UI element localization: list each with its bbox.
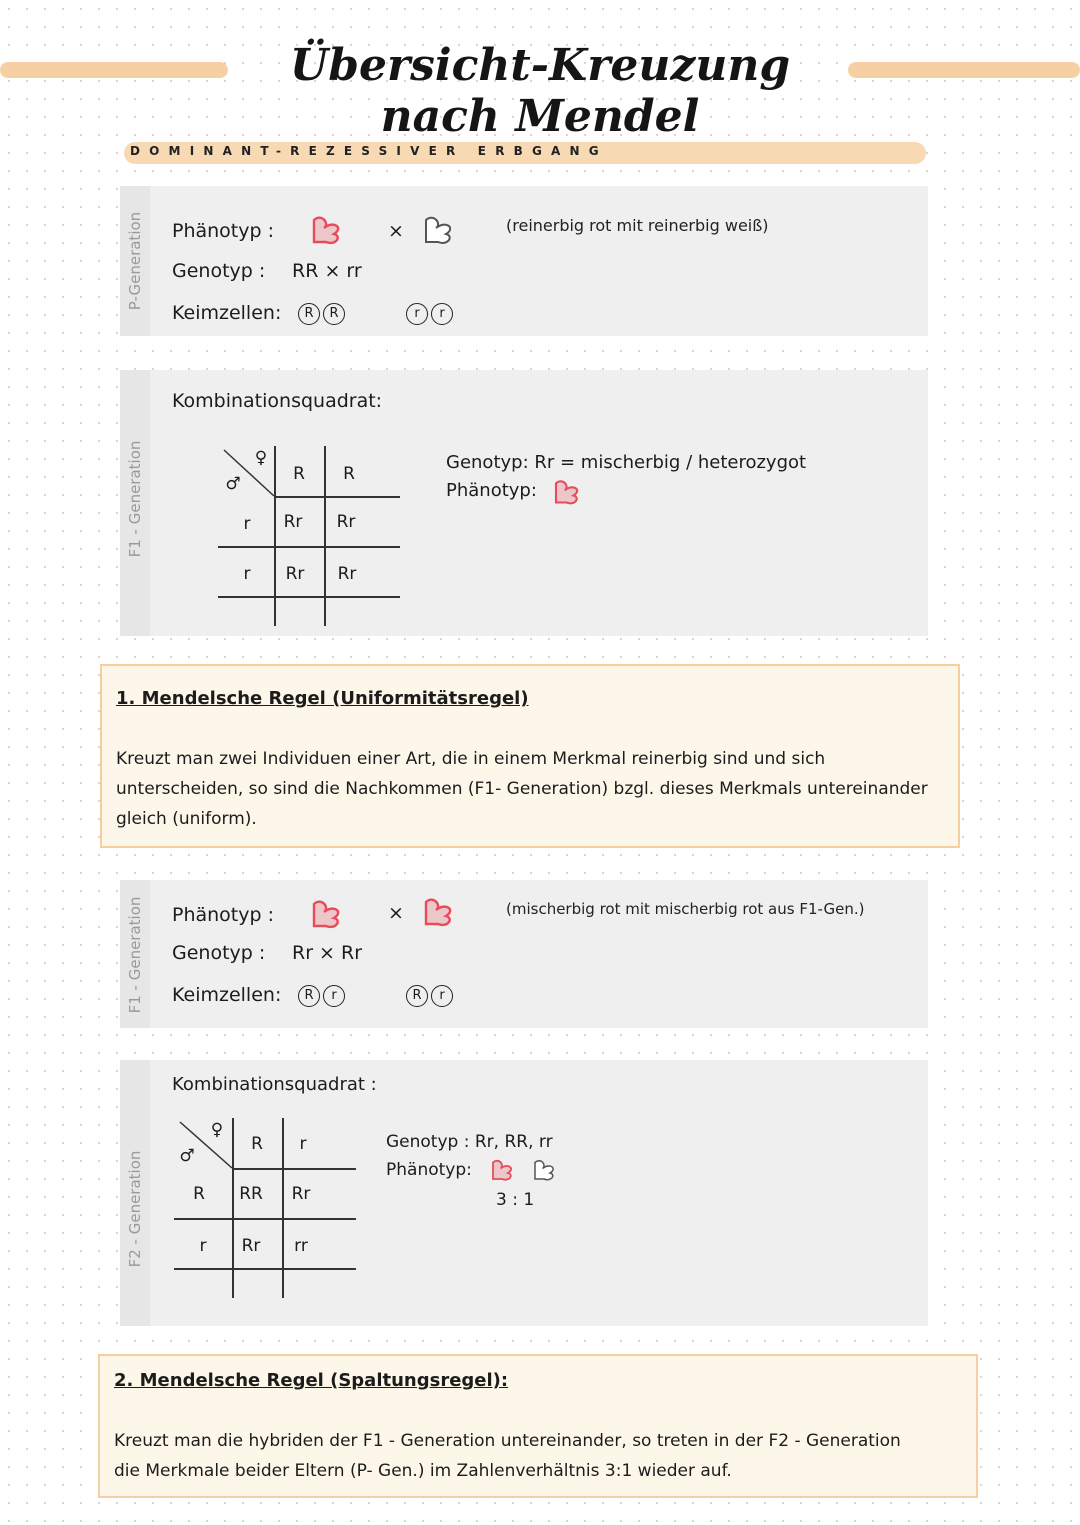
genotype-label: Genotyp : <box>172 942 266 964</box>
gametes-parent2 <box>406 302 456 325</box>
square-cell: RR <box>239 1184 263 1204</box>
genotype-value: Rr × Rr <box>292 942 363 964</box>
row-header: r <box>243 514 251 534</box>
gamete: r <box>431 303 453 325</box>
combination-square-title: Kombinationsquadrat: <box>172 390 383 412</box>
gametes-parent1 <box>298 984 348 1007</box>
cross-sign: × <box>388 902 404 924</box>
gamete: R <box>406 985 428 1007</box>
f1-phenotype-label: Phänotyp: <box>446 480 537 501</box>
cross-note: (mischerbig rot mit mischerbig rot aus F1-Gen.) <box>506 900 865 918</box>
rule2-text <box>114 1426 972 1486</box>
row-header: R <box>193 1184 205 1204</box>
gamete: R <box>323 303 345 325</box>
gamete: r <box>323 985 345 1007</box>
f1-generation-label: F1 - Generation <box>126 440 144 558</box>
gamete: R <box>298 985 320 1007</box>
square-cell: Rr <box>283 512 303 532</box>
gamete: r <box>431 985 453 1007</box>
gametes-parent2 <box>406 984 456 1007</box>
square-cell: rr <box>294 1236 308 1256</box>
f1-cross-label: F1 - Generation <box>126 896 144 1014</box>
page-subtitle: DOMINANT-REZESSIVER ERBGANG <box>130 144 608 158</box>
page-title: Übersicht-Kreuzung nach Mendel <box>289 40 791 142</box>
column-header: r <box>299 1134 307 1154</box>
white-flower-icon <box>530 1158 564 1182</box>
red-flower-icon <box>308 898 352 930</box>
f2-phenotype-label: Phänotyp: <box>386 1160 472 1180</box>
red-flower-icon <box>308 214 352 246</box>
title-bar-right <box>848 62 1080 78</box>
column-header: R <box>293 464 305 484</box>
title-bar-left <box>0 62 228 78</box>
column-header: R <box>251 1134 263 1154</box>
rule1-heading: 1. Mendelsche Regel (Uniformitätsregel) <box>116 688 529 709</box>
red-flower-icon <box>550 478 590 506</box>
rule2-line: die Merkmale beider Eltern (P- Gen.) im Zahlenverhältnis 3:1 wieder auf. <box>114 1461 732 1481</box>
row-header: r <box>243 564 251 584</box>
square-cell: Rr <box>285 564 305 584</box>
square-cell: Rr <box>337 564 357 584</box>
cross-note: (reinerbig rot mit reinerbig weiß) <box>506 216 769 235</box>
rule2-heading: 2. Mendelsche Regel (Spaltungsregel): <box>114 1370 509 1391</box>
male-symbol: ♂ <box>179 1146 195 1166</box>
f2-generation-label: F2 - Generation <box>126 1150 144 1268</box>
column-header: R <box>343 464 355 484</box>
genotype-value: RR × rr <box>292 260 362 282</box>
rule1-text <box>116 744 952 834</box>
combination-square-title: Kombinationsquadrat : <box>172 1074 377 1095</box>
male-symbol: ♂ <box>225 474 241 494</box>
rule1-line: Kreuzt man zwei Individuen einer Art, die in einem Merkmal reinerbig sind und sich <box>116 749 826 769</box>
phenotype-label: Phänotyp : <box>172 220 275 242</box>
red-flower-icon <box>488 1158 522 1182</box>
rule1-line: unterscheiden, so sind die Nachkommen (F1- Generation) bzgl. dieses Merkmals untereinander <box>116 779 928 799</box>
square-cell: Rr <box>241 1236 261 1256</box>
phenotype-label: Phänotyp : <box>172 904 275 926</box>
row-header: r <box>199 1236 207 1256</box>
gamete: R <box>298 303 320 325</box>
square-cell: Rr <box>291 1184 311 1204</box>
gametes-parent1 <box>298 302 348 325</box>
female-symbol: ♀ <box>210 1120 224 1140</box>
gamete: r <box>406 303 428 325</box>
punnett-square-f1 <box>218 446 402 626</box>
red-flower-icon <box>420 896 464 928</box>
p-generation-label: P-Generation <box>126 211 144 311</box>
f2-genotype-result: Genotyp : Rr, RR, rr <box>386 1132 553 1152</box>
cross-sign: × <box>388 220 404 242</box>
white-flower-icon <box>420 214 464 246</box>
phenotype-ratio: 3 : 1 <box>496 1190 535 1210</box>
gametes-label: Keimzellen: <box>172 984 282 1006</box>
square-cell: Rr <box>336 512 356 532</box>
rule2-line: Kreuzt man die hybriden der F1 - Generation untereinander, so treten in der F2 - Generation <box>114 1431 901 1451</box>
punnett-square-f2 <box>174 1118 358 1298</box>
gametes-label: Keimzellen: <box>172 302 282 324</box>
genotype-label: Genotyp : <box>172 260 266 282</box>
f1-genotype-result: Genotyp: Rr = mischerbig / heterozygot <box>446 452 807 473</box>
rule1-line: gleich (uniform). <box>116 809 257 829</box>
female-symbol: ♀ <box>254 448 268 468</box>
